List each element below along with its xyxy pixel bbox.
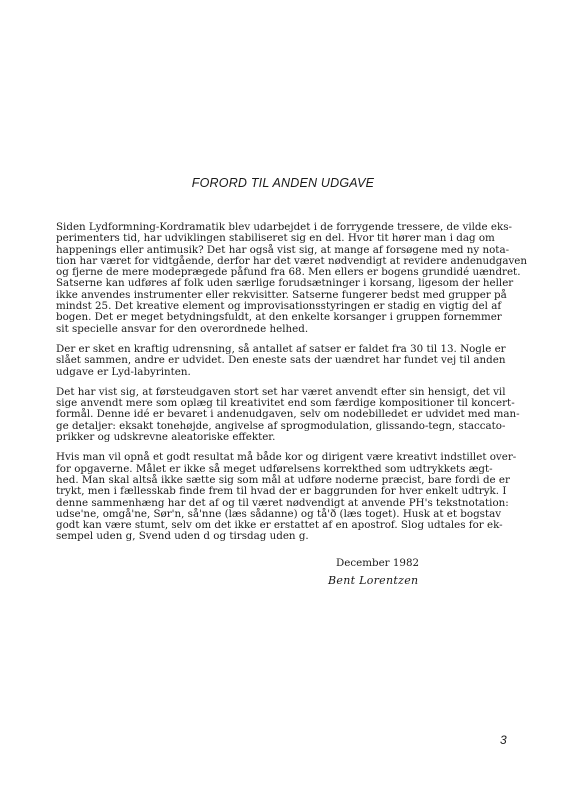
text-line: slået sammen, andre er udvidet. Den eneste sats der uændret har fundet vej til anden (56, 354, 506, 367)
text-line: sempel uden g, Svend uden d og tirsdag uden g. (56, 530, 309, 543)
body-paragraph (56, 385, 520, 444)
text-line: for opgaverne. Målet er ikke så meget udførelsens korrekthed som udtrykkets ægt- (56, 462, 493, 475)
text-line: Siden Lydformning-Kordramatik blev udarbejdet i de forrygende tressere, de vilde eks- (56, 221, 512, 233)
text-line: udgave er Lyd-labyrinten. (56, 365, 191, 378)
text-line: godt kan være stumt, selv om det ikke er erstattet af en apostrof. Slog udtales for ek- (56, 519, 503, 532)
text-line: hed. Man skal altså ikke sætte sig som mål at udføre noderne præcist, bare fordi de er (56, 473, 510, 486)
text-line: bogen. Det er meget betydningsfuldt, at den enkelte korsanger i gruppen fornemmer (56, 311, 502, 324)
text-line: formål. Denne idé er bevaret i andenudgaven, selv om nodebilledet er udvidet med man- (56, 408, 520, 421)
text-line: Hvis man vil opnå et godt resultat må både kor og dirigent være kreativt indstillet over- (56, 451, 517, 464)
text-line: denne sammenhæng har det af og til været nødvendigt at anvende PH's tekstnotation: (56, 496, 509, 509)
preface-date: December 1982 (336, 557, 420, 569)
body-paragraph (56, 221, 528, 335)
page-number: 3 (500, 733, 507, 747)
body-paragraph (56, 344, 508, 378)
text-line: tion har været for vidtgående, derfor har det været nødvendigt at revidere andenudgaven (56, 254, 528, 267)
text-line: perimenters tid, har udviklingen stabiliseret sig en del. Hvor tit hører man i dag om (56, 232, 495, 245)
text-line: udse'ne, omgå'ne, Sør'n, så'nne (læs sådanne) og tå'ð (læs toget). Husk at et bogstav (56, 507, 502, 520)
author-signature: Bent Lorentzen (328, 574, 419, 587)
text-line: Satserne kan udføres af folk uden særlige forudsætninger i korsang, ligesom der heller (56, 277, 514, 290)
text-line: sige anvendt mere som oplæg til kreativitet end som færdige kompositioner til koncert- (56, 397, 515, 410)
text-line: mindst 25. Det kreative element og improvisationsstyringen er stadig en vigtig del af (56, 300, 502, 313)
text-line: prikker og udskrevne aleatoriske effekter. (56, 431, 276, 444)
text-line: ikke anvendes instrumenter eller rekvisitter. Satserne fungerer bedst med grupper på (56, 288, 507, 301)
text-line: ge detaljer: eksakt tonehøjde, angivelse af sprogmodulation, glissando-tegn, staccato- (56, 419, 506, 432)
text-line: og fjerne de mere modeprægede påfund fra 68. Men ellers er bogens grundidé uændret. (56, 266, 521, 279)
page-title: FORORD TIL ANDEN UDGAVE (191, 176, 375, 190)
text-line: Det har vist sig, at førsteudgaven stort set har været anvendt efter sin hensigt, det vil (56, 385, 506, 398)
text-line: sit specielle ansvar for den overordnede helhed. (56, 322, 309, 335)
preface-body (56, 221, 528, 552)
text-line: Der er sket en kraftig udrensning, så antallet af satser er faldet fra 30 til 13. Nogle er (56, 342, 506, 355)
body-paragraph (56, 451, 517, 543)
text-line: happenings eller antimusik? Det har også vist sig, at mange af forsøgene med ny nota- (56, 243, 510, 256)
text-line: trykt, men i fællesskab finde frem til hvad der er baggrunden for hver enkelt udtryk. I (56, 485, 507, 498)
